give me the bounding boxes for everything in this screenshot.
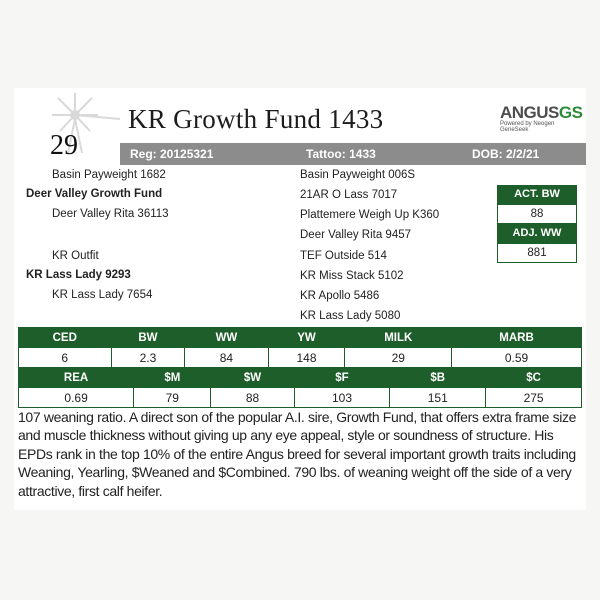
pedigree-sire-dam: Deer Valley Rita 36113 xyxy=(52,208,169,220)
epd-header-cell: REA xyxy=(19,368,134,388)
epd-value-cell: 84 xyxy=(185,348,268,368)
epd-value-cell: 88 xyxy=(211,388,294,408)
epd-value-cell: 103 xyxy=(294,388,390,408)
epd-header-row xyxy=(19,368,582,388)
epd-value-cell: 0.59 xyxy=(452,348,582,368)
registration-bar xyxy=(120,143,586,165)
epd-value-cell: 148 xyxy=(268,348,345,368)
pedigree-col2-item: KR Miss Stack 5102 xyxy=(300,270,404,282)
epd-header-cell: $C xyxy=(486,368,582,388)
epd-header-cell: $W xyxy=(211,368,294,388)
pedigree-col2-item: Deer Valley Rita 9457 xyxy=(300,229,412,241)
epd-header-cell: YW xyxy=(268,328,345,348)
actuals-box xyxy=(497,185,577,263)
animal-name: KR Growth Fund 1433 xyxy=(128,104,384,134)
epd-header-cell: $B xyxy=(390,368,486,388)
epd-header-cell: CED xyxy=(19,328,112,348)
lot-description: 107 weaning ratio. A direct son of the popular A.I. sire, Growth Fund, that offers extra frame size and muscle thickness without giving up any eye appeal, style or soundness of structure. His EPDs rank in the top 10% of the entire Angus breed for several important growth traits including Weaning, Yearling, $Weaned and $Combined. 790 lbs. of weaning weight off the side of a very attractive, first calf heifer. xyxy=(18,409,577,499)
epd-value-cell: 2.3 xyxy=(111,348,185,368)
actual-bw-label: ACT. BW xyxy=(497,185,577,204)
pedigree-dam: KR Lass Lady 9293 xyxy=(26,269,131,281)
adjusted-ww-value: 881 xyxy=(497,243,577,263)
epd-value-cell: 6 xyxy=(19,348,112,368)
pedigree-dam-dam: KR Lass Lady 7654 xyxy=(52,289,153,301)
pedigree-dam-sire: KR Outfit xyxy=(52,250,99,262)
epd-table-2 xyxy=(18,367,582,408)
pedigree-sire: Deer Valley Growth Fund xyxy=(26,188,163,200)
epd-header-cell: $M xyxy=(134,368,211,388)
logo-tagline: Powered by Neogen GeneSeek xyxy=(500,121,555,133)
date-of-birth: DOB: 2/2/21 xyxy=(472,147,540,161)
epd-header-cell: MARB xyxy=(452,328,582,348)
epd-table-1 xyxy=(18,327,582,368)
epd-header-cell: $F xyxy=(294,368,390,388)
logo-word: ANGUS xyxy=(500,103,559,122)
epd-header-cell: BW xyxy=(111,328,185,348)
pedigree-sire-sire: Basin Payweight 1682 xyxy=(52,169,166,181)
pedigree-col2-item: TEF Outside 514 xyxy=(300,250,387,262)
actual-bw-value: 88 xyxy=(497,204,577,224)
pedigree-col2-item: KR Lass Lady 5080 xyxy=(300,310,401,322)
epd-value-row xyxy=(19,388,582,408)
epd-header-cell: WW xyxy=(185,328,268,348)
epd-value-cell: 275 xyxy=(486,388,582,408)
epd-value-cell: 79 xyxy=(134,388,211,408)
epd-value-row xyxy=(19,348,582,368)
pedigree-col2-item: Basin Payweight 006S xyxy=(300,169,416,181)
registration-number: Reg: 20125321 xyxy=(130,147,214,161)
adjusted-ww-label: ADJ. WW xyxy=(497,224,577,243)
epd-header-row xyxy=(19,328,582,348)
epd-value-cell: 0.69 xyxy=(19,388,134,408)
epd-value-cell: 29 xyxy=(345,348,452,368)
pedigree-col2-item: 21AR O Lass 7017 xyxy=(300,189,398,201)
angus-gs-logo xyxy=(500,103,583,139)
tattoo: Tattoo: 1433 xyxy=(306,147,376,161)
pedigree-col2-item: Plattemere Weigh Up K360 xyxy=(300,209,440,221)
lot-number: 29 xyxy=(50,130,78,161)
logo-suffix: GS xyxy=(558,103,583,122)
epd-header-cell: MILK xyxy=(345,328,452,348)
epd-value-cell: 151 xyxy=(390,388,486,408)
pedigree-col2-item: KR Apollo 5486 xyxy=(300,290,380,302)
